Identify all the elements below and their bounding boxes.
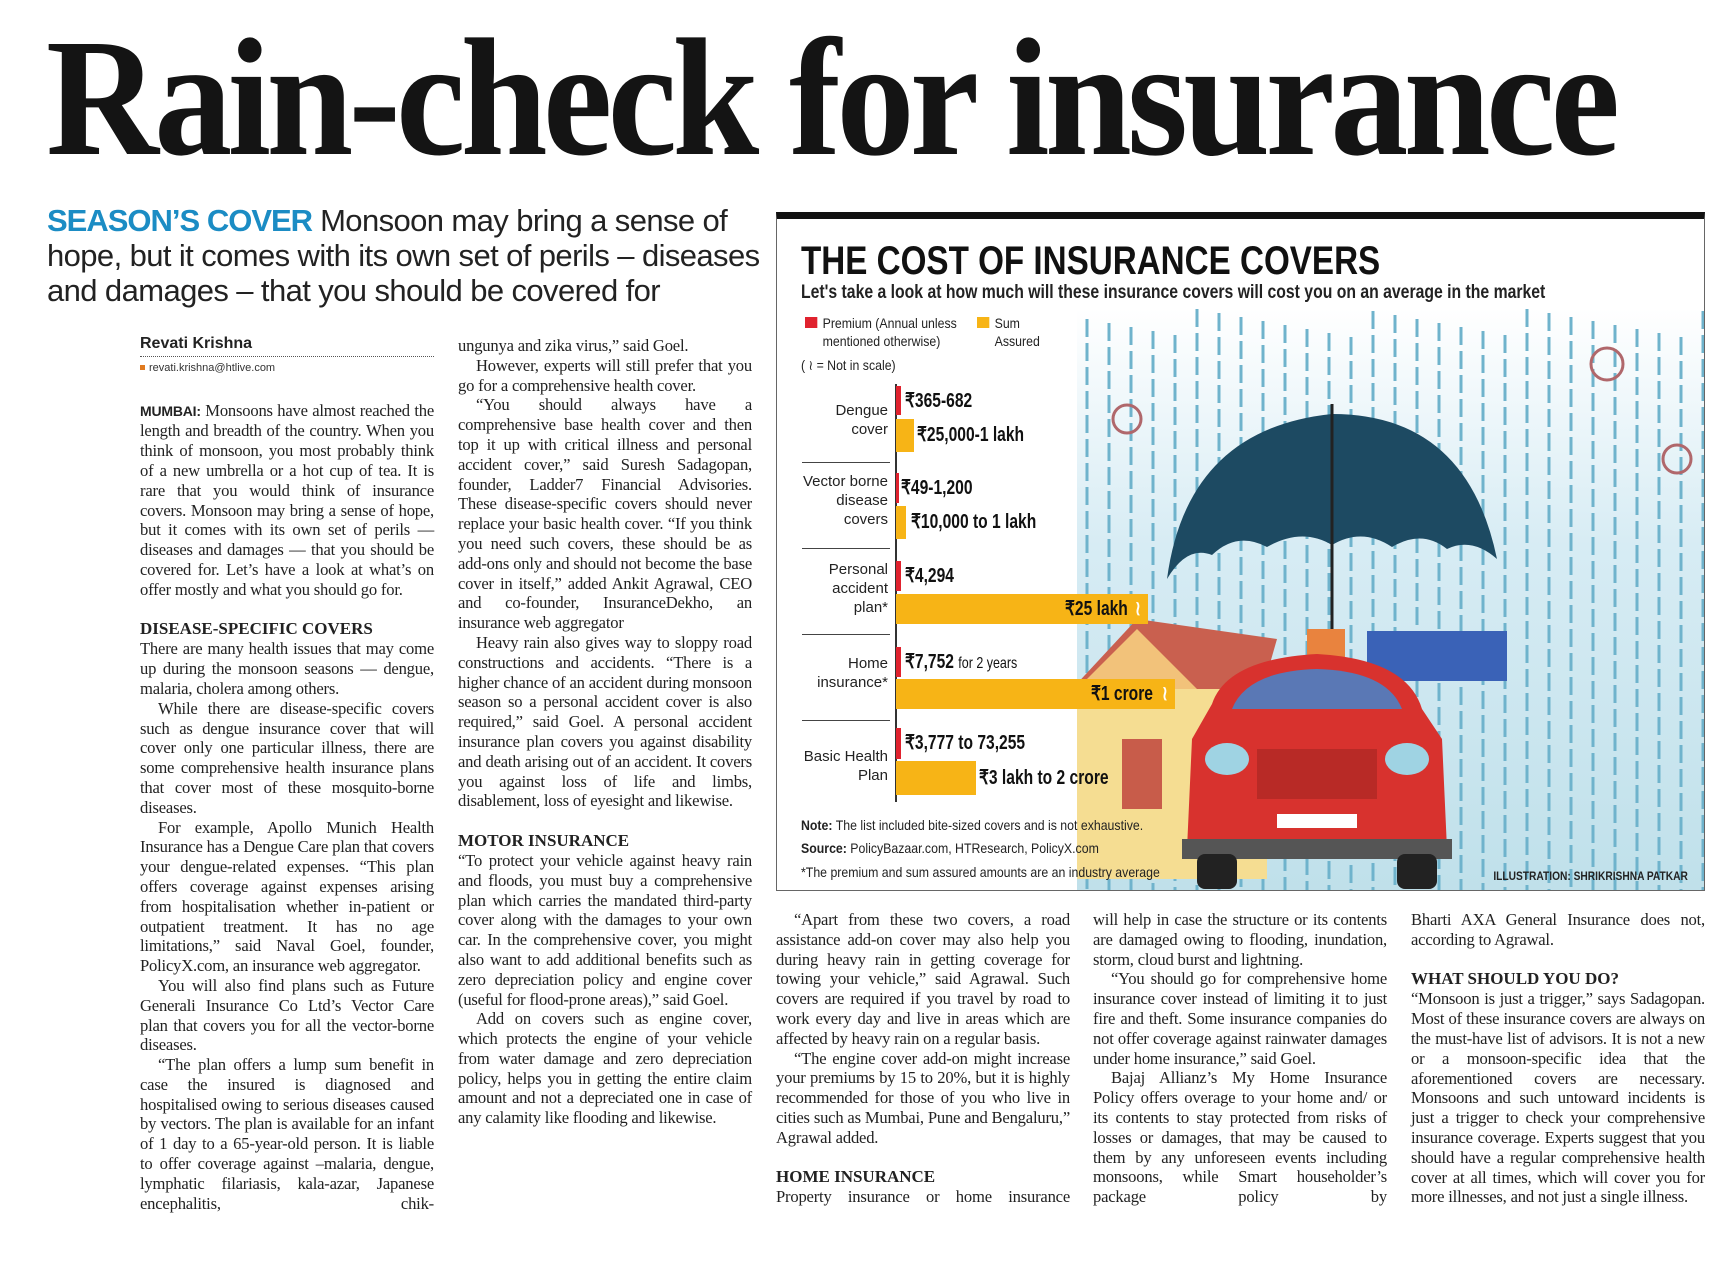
- row-label: Home insurance*: [817, 655, 888, 691]
- note-label: Note:: [801, 817, 833, 833]
- paragraph: While there are disease-specific covers such as dengue insurance cover that will cover only one particular illness, there are some comprehensive health insurance plans that cover most of these mosquito-borne diseases.: [140, 698, 434, 817]
- premium-bar: [896, 386, 901, 415]
- paragraph: There are many health issues that may come up during the monsoon seasons — dengue, malaria, cholera among others.: [140, 639, 434, 698]
- infographic-subtitle: Let's take a look at how much will these insurance covers will cost you on an average in the market: [801, 282, 1546, 303]
- premium-value: ₹365-682: [905, 390, 973, 412]
- scale-note: ( ≀ = Not in scale): [801, 357, 896, 373]
- sum-value: ₹3 lakh to 2 crore: [979, 767, 1109, 789]
- paragraph: Add on covers such as engine cover, which protects the engine of your vehicle from water damage and zero depreciation policy, helps you in getting the entire claim amount and not a depreciated one in case of any calamity like flooding and likewise.: [458, 1009, 752, 1128]
- deck-text: Monsoon may bring a sense of hope, but it comes with its own set of perils – diseases and damages – that you should be covered for: [47, 203, 760, 308]
- lead-paragraph: [140, 401, 434, 600]
- paragraph: Bharti AXA General Insurance does not, according to Agrawal.: [1411, 910, 1705, 949]
- illustration-credit: ILLUSTRATION: SHRIKRISHNA PATKAR: [1493, 869, 1688, 883]
- premium-value: [905, 650, 1017, 676]
- note: [801, 817, 1143, 833]
- sum-value: ₹10,000 to 1 lakh: [911, 511, 1037, 533]
- premium-bar: [896, 473, 899, 503]
- legend-premium-label: Premium (Annual unless mentioned otherwise): [822, 315, 957, 349]
- premium-value: ₹4,294: [905, 565, 954, 587]
- source: [801, 840, 1099, 856]
- premium-bar: [896, 728, 901, 759]
- row-label: Basic Health Plan: [803, 748, 888, 784]
- sum-bar: [896, 419, 914, 452]
- section-heading: MOTOR INSURANCE: [458, 830, 630, 850]
- premium-value: ₹3,777 to 73,255: [905, 732, 1026, 754]
- infographic: [776, 212, 1705, 891]
- monsoon-illustration: [1077, 309, 1705, 891]
- row-label: Personal accident plan*: [828, 561, 888, 616]
- car-icon: [1182, 654, 1452, 889]
- sum-value: ₹1 crore: [1091, 683, 1153, 705]
- paragraph: Property insurance or home insurance: [776, 1187, 1070, 1207]
- row-divider: [802, 462, 890, 463]
- paragraph: For example, Apollo Munich Health Insurance has a Dengue Care plan that covers your dengue-related expenses. “This plan offers coverage against expenses arising from hospitalisation whether in-patient or outpatient treatment. It has no age limitations,” said Naval Goel, founder, PolicyX.com, an insurance web aggregator.: [140, 817, 434, 976]
- lead-text: Monsoons have almost reached the length and breadth of the country. When you think of monsoon, you most probably think of a new umbrella or a hot cup of tea. It is rare that you would think of insurance covers. Monsoon may bring a sense of hope, but it comes with its own set of perils — diseases and damages — that you should be covered for. Let’s have a look at what’s on offer mostly and what you should go for.: [140, 400, 434, 599]
- note-text: The list included bite-sized covers and is not exhaustive.: [835, 817, 1144, 833]
- paragraph: “You should go for comprehensive home insurance cover instead of limiting it to just fire and theft. Some insurance companies do not offer coverage against rainwater damages under home insurance,” said Goel.: [1093, 969, 1387, 1068]
- source-label: Source:: [801, 840, 847, 856]
- paragraph: “You should always have a comprehensive base health cover and then top it up with critical illness and personal accident cover,” said Suresh Sadagopan, founder, Ladder7 Financial Advisories. These disease-specific covers should never replace your basic health cover. “If you think you need such covers, these should be as add-ons only and should not become the base cover in itself,” added Ankit Agrawal, CEO and co-founder, InsuranceDekho, an insurance web aggregator: [458, 395, 752, 633]
- paragraph: “The plan offers a lump sum benefit in case the insured is diagnosed and hospitalised owing to serious diseases caused by vectors. The plan is available for an infant of 1 day to a 65-year-old person. It is liable to offer coverage against –malaria, dengue, lymphatic filariasis, kala-azar, Japanese encephalitis, chik-: [140, 1055, 434, 1213]
- byline-email[interactable]: [140, 359, 434, 379]
- row-label: Dengue cover: [835, 402, 888, 438]
- premium-swatch: [805, 317, 817, 328]
- sum-value: ₹25 lakh: [1065, 598, 1128, 620]
- legend-sum: [977, 314, 1047, 350]
- paragraph: “Apart from these two covers, a road assistance add-on cover may also help you during heavy rain in getting coverage for towing your vehicle,” said Agrawal. Such covers are required if you travel by road to work every day and live in areas which are affected by heavy rain on a regular basis.: [776, 910, 1070, 1048]
- row-label: Vector borne disease covers: [802, 473, 888, 528]
- premium-amount: ₹7,752: [905, 651, 954, 673]
- dateline: MUMBAI:: [140, 402, 201, 419]
- premium-note: for 2 years: [958, 655, 1018, 672]
- paragraph: “To protect your vehicle against heavy rain and floods, you must buy a comprehensive plan which carries the mandated third-party cover along with the damages to your own car. In the comprehensive cover, you might also want to add additional benefits such as zero depreciation policy and engine cover (useful for flood-prone areas),” said Goel.: [458, 850, 752, 1009]
- paragraph: “The engine cover add-on might increase your premiums by 15 to 20%, but it is highly recommended for those of you who live in cities such as Mumbai, Pune and Bengaluru,” Agrawal added.: [776, 1048, 1070, 1147]
- email-text[interactable]: revati.krishna@htlive.com: [149, 361, 276, 374]
- deck-kicker: SEASON’S COVER: [47, 203, 313, 238]
- source-text: PolicyBazaar.com, HTResearch, PolicyX.com: [850, 840, 1099, 856]
- not-to-scale-icon: ≀: [1135, 598, 1141, 620]
- bullet-icon: [140, 365, 145, 370]
- row-divider: [802, 720, 890, 721]
- not-to-scale-icon: ≀: [1162, 683, 1168, 705]
- paragraph: Bajaj Allianz’s My Home Insurance Policy offers overage to your home and/ or its contents to stay protected from risks of losses or damages, that may be caused to them by any unforeseen events including monsoons, while Smart householder’s package policy by: [1093, 1068, 1387, 1207]
- footnote: *The premium and sum assured amounts are an industry average: [801, 864, 1160, 880]
- legend-premium: [805, 314, 972, 350]
- article-column-2: [458, 336, 752, 1128]
- section-heading: WHAT SHOULD YOU DO?: [1411, 969, 1619, 989]
- article-column-3: [776, 910, 1070, 1207]
- sum-value: ₹25,000-1 lakh: [917, 424, 1025, 446]
- paragraph: will help in case the structure or its contents are damaged owing to flooding, inundation, storm, cloud burst and lightning.: [1093, 910, 1387, 969]
- premium-bar: [896, 647, 901, 677]
- sum-bar: [896, 761, 976, 795]
- paragraph: ungunya and zika virus,” said Goel.: [458, 336, 689, 355]
- paragraph: You will also find plans such as Future Generali Insurance Co Ltd’s Vector Care plan that covers you for all the vector-borne diseases.: [140, 975, 434, 1055]
- row-divider: [802, 548, 890, 549]
- row-divider: [802, 634, 890, 635]
- section-heading: HOME INSURANCE: [776, 1167, 936, 1187]
- sum-bar: [896, 506, 906, 539]
- byline-name: Revati Krishna: [140, 334, 434, 357]
- sum-swatch: [977, 317, 989, 328]
- article-column-4: [1093, 910, 1387, 1207]
- premium-value: ₹49-1,200: [901, 477, 973, 499]
- legend-sum-label: Sum Assured: [994, 315, 1040, 349]
- article-column-1: [140, 334, 434, 1213]
- infographic-title: THE COST OF INSURANCE COVERS: [801, 239, 1381, 283]
- headline: Rain-check for insurance: [46, 5, 1616, 191]
- paragraph: Heavy rain also gives way to sloppy road constructions and accidents. “There is a higher chance of an accident during monsoon season so a personal accident cover is also required,” said Goel. A personal accident insurance plan covers you against disability and death arising out of an accident. It covers you against loss of life and limbs, disablement, loss of eyesight and likewise.: [458, 632, 752, 811]
- article-column-5: [1411, 910, 1705, 1207]
- section-heading: DISEASE-SPECIFIC COVERS: [140, 619, 373, 639]
- paragraph: However, experts will still prefer that you go for a comprehensive health cover.: [458, 355, 752, 395]
- paragraph: “Monsoon is just a trigger,” says Sadagopan. Most of these insurance covers are always on the must-have list of advisors. It is not a new or a monsoon-specific idea that the aforementioned covers are necessary. Monsoons and such untoward incidents is just a trigger to check your comprehensive insurance coverage. Experts suggest that you should have a regular comprehensive health cover at all times, which will cover you for more illnesses, and not just a single illness.: [1411, 989, 1705, 1207]
- deck: [47, 203, 767, 308]
- premium-bar: [896, 561, 901, 591]
